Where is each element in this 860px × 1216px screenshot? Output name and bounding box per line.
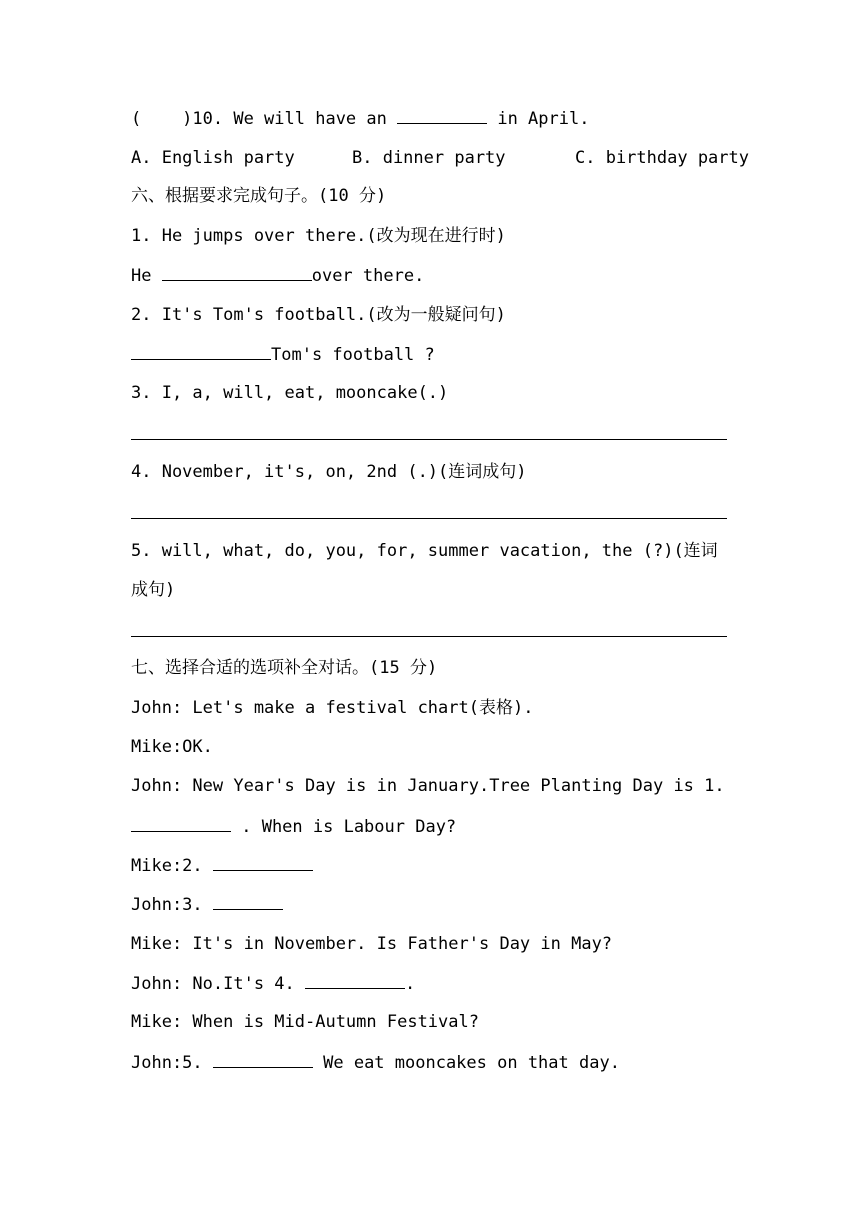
s6-item-1: 1. He jumps over there.(改为现在进行时) xyxy=(131,226,506,246)
answer-line[interactable] xyxy=(131,439,727,440)
answer-line[interactable] xyxy=(131,636,727,637)
answer-blank[interactable] xyxy=(131,815,231,832)
answer-line[interactable] xyxy=(131,518,727,519)
dialog-line: John: Let's make a festival chart(表格). xyxy=(131,698,534,718)
s6-item-3: 3. I, a, will, eat, mooncake(.) xyxy=(131,383,449,403)
dialog-line xyxy=(131,972,415,994)
option-a: A. English party xyxy=(131,148,295,168)
answer-blank[interactable] xyxy=(397,107,487,124)
answer-blank[interactable] xyxy=(131,343,271,360)
answer-blank[interactable] xyxy=(213,854,313,871)
option-c: C. birthday party xyxy=(575,148,749,168)
dialog-line: Mike:OK. xyxy=(131,737,213,757)
question-10-suffix: in April. xyxy=(487,109,590,129)
question-10 xyxy=(131,107,589,129)
section-7-title: 七、选择合适的选项补全对话。(15 分) xyxy=(131,658,438,678)
answer-blank[interactable] xyxy=(213,1051,313,1068)
answer-blank[interactable] xyxy=(213,893,283,910)
s6-item-5: 5. will, what, do, you, for, summer vacation, the (?)(连词 xyxy=(131,541,718,561)
dialog-line: Mike: It's in November. Is Father's Day in May? xyxy=(131,934,613,954)
dialog-text: John: No.It's 4. xyxy=(131,974,305,994)
dialog-line xyxy=(131,854,313,876)
s6-item-5-cont: 成句) xyxy=(131,580,176,600)
dialog-text: John:3. xyxy=(131,895,213,915)
s6-item-2: 2. It's Tom's football.(改为一般疑问句) xyxy=(131,305,506,325)
dialog-text: We eat mooncakes on that day. xyxy=(312,1053,620,1073)
s6-item-4: 4. November, it's, on, 2nd (.)(连词成句) xyxy=(131,462,527,482)
dialog-text: . When is Labour Day? xyxy=(231,817,457,837)
question-10-prefix: ( )10. We will have an xyxy=(131,109,398,129)
section-6-title: 六、根据要求完成句子。(10 分) xyxy=(131,186,387,206)
s6-answer-1-suffix: over there. xyxy=(311,266,425,286)
s6-answer-2-suffix: Tom's football ? xyxy=(271,345,435,365)
dialog-text: John:5. xyxy=(131,1053,213,1073)
answer-blank[interactable] xyxy=(305,972,405,989)
s6-answer-1-prefix: He xyxy=(131,266,162,286)
dialog-line xyxy=(131,1051,620,1073)
dialog-line: Mike: When is Mid-Autumn Festival? xyxy=(131,1012,479,1032)
dialog-text: . xyxy=(405,974,416,994)
dialog-line: John: New Year's Day is in January.Tree Planting Day is 1. xyxy=(131,776,725,796)
s6-answer-2 xyxy=(131,343,435,365)
answer-blank[interactable] xyxy=(162,264,312,281)
dialog-text: Mike:2. xyxy=(131,856,213,876)
option-b: B. dinner party xyxy=(352,148,506,168)
dialog-line xyxy=(131,815,456,837)
s6-answer-1 xyxy=(131,264,424,286)
dialog-line xyxy=(131,893,283,915)
